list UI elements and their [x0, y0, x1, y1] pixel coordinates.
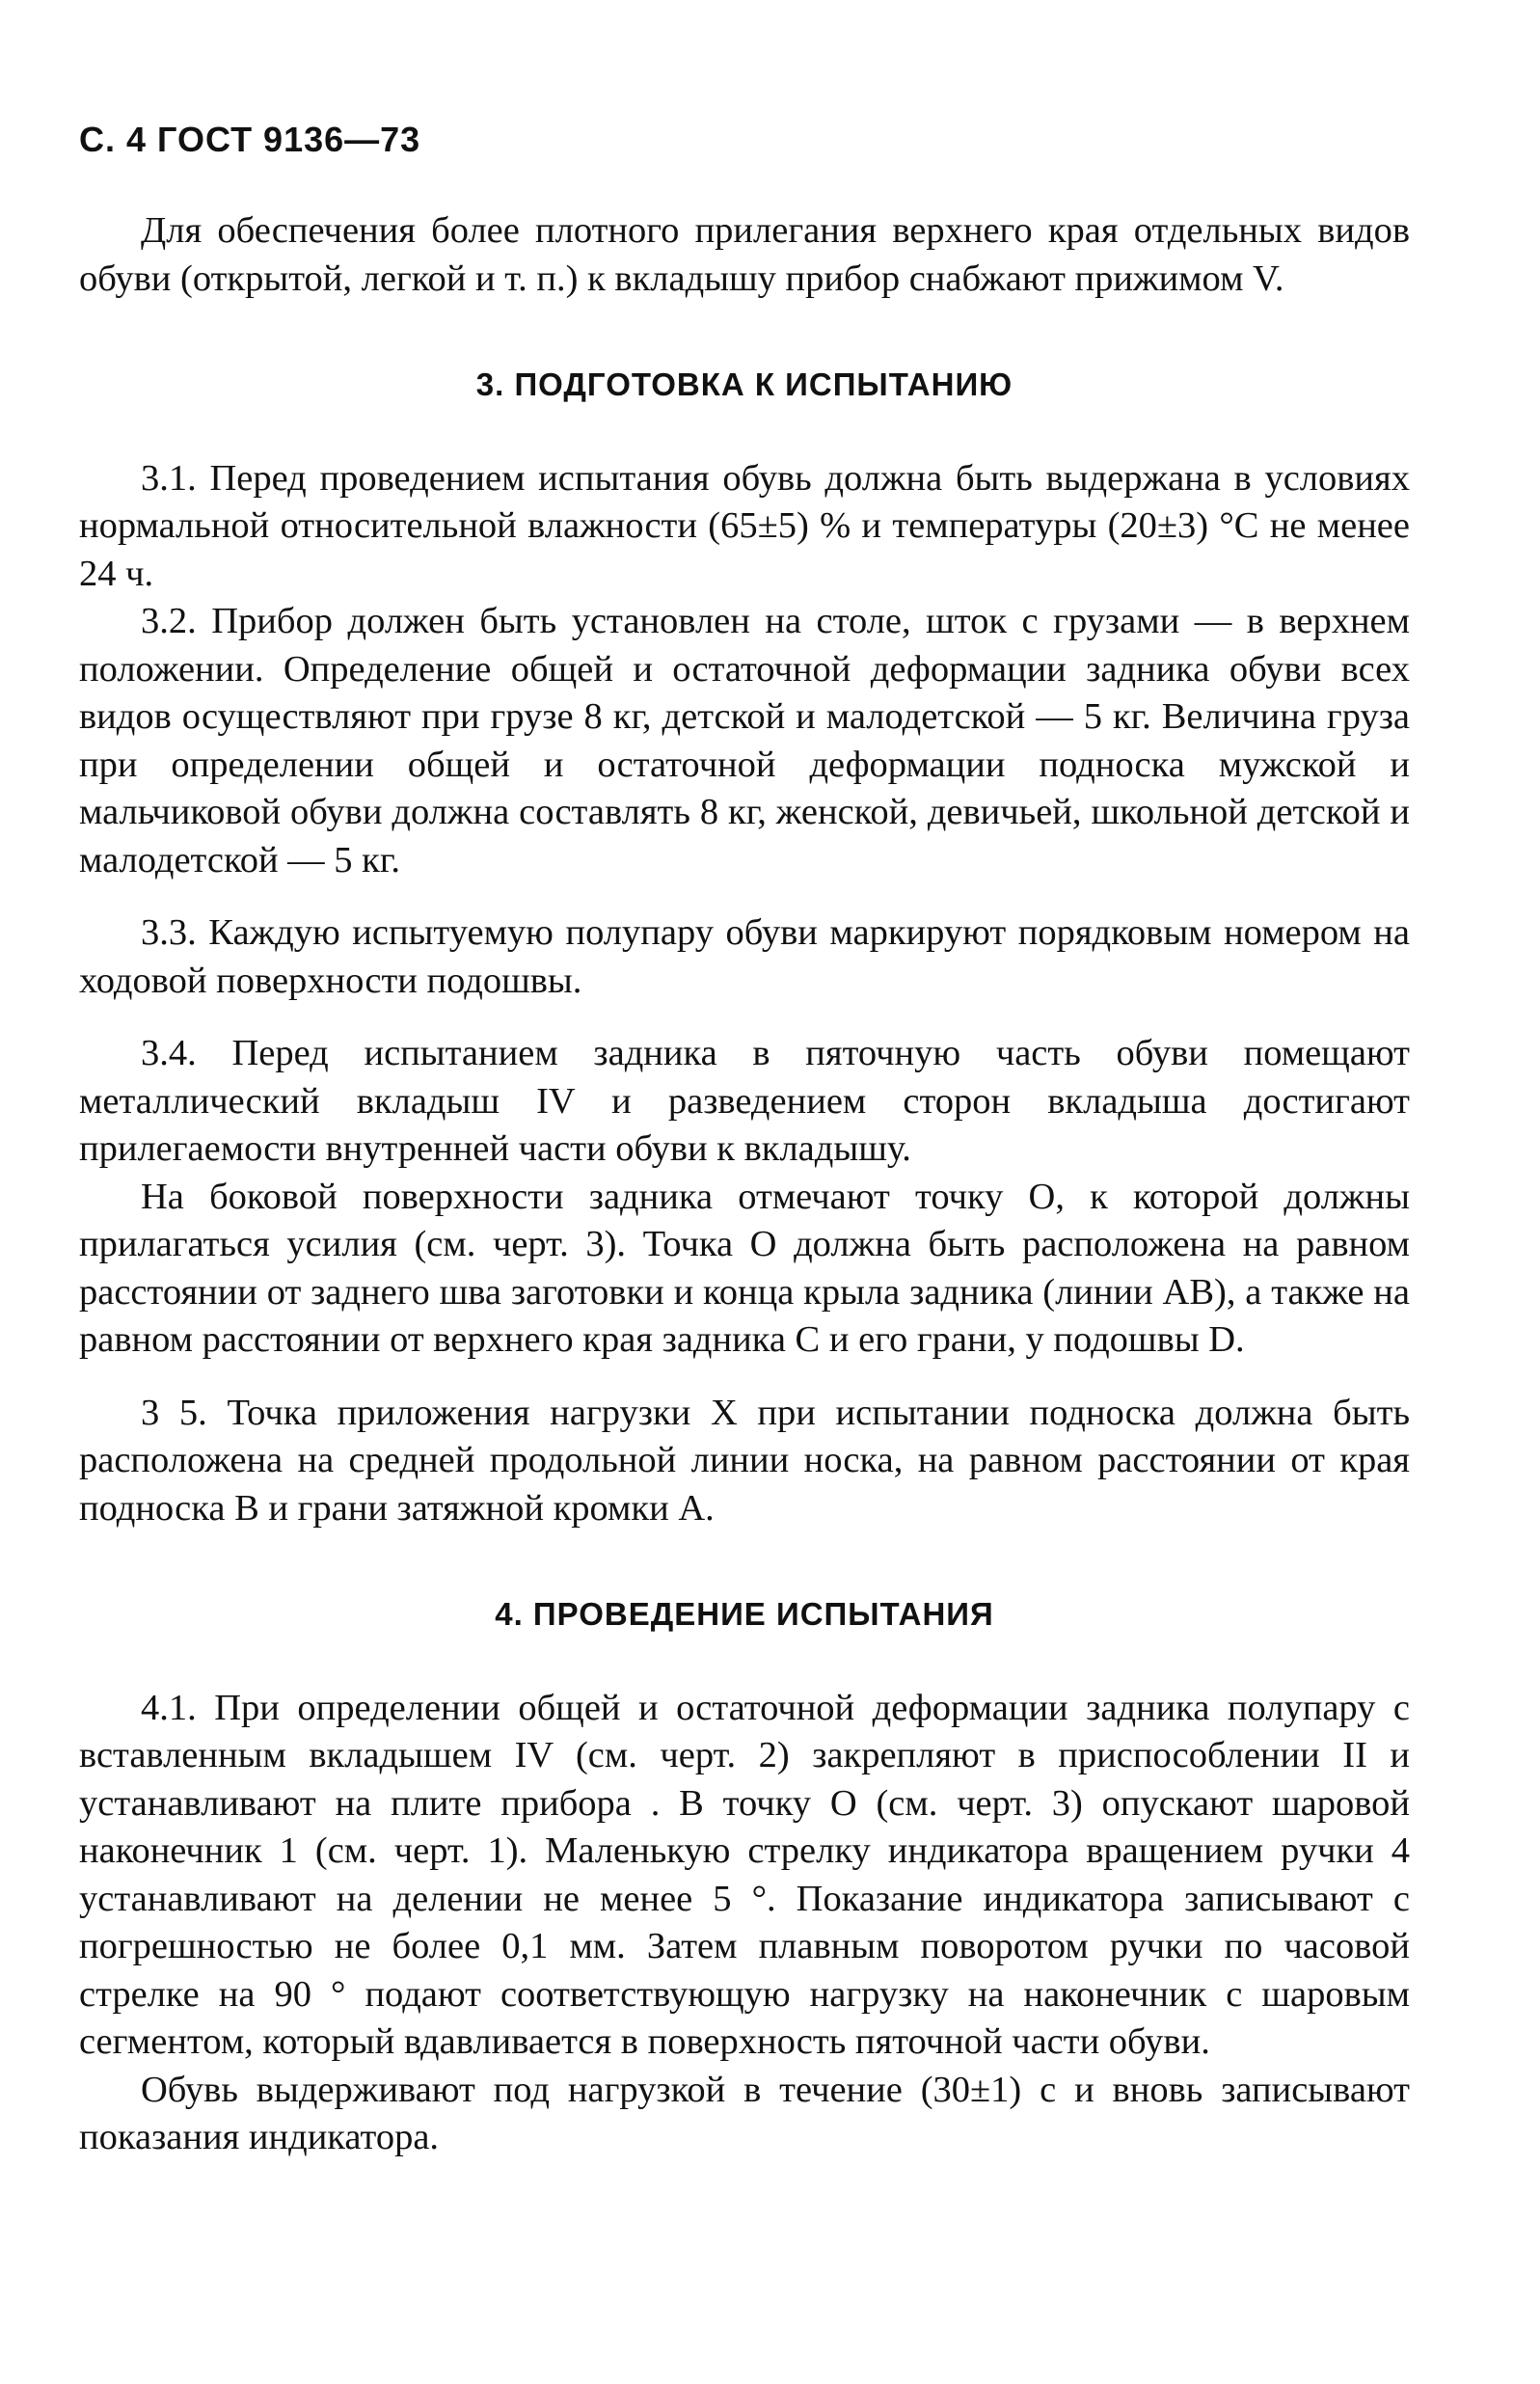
paragraph-4-1: 4.1. При определении общей и остаточной деформации задника полупару с вставленным вкладышем IV (см. черт. 2) закрепляют в приспособлении II и устанавливают на плите прибора . В точку О (см. черт. 3) опускают шаровой наконечник 1 (см. черт. 1). Маленькую стрелку индикатора вращением ручки 4 устанавливают на делении не менее 5 °. Показание индикатора записывают с погрешностью не более 0,1 мм. Затем плавным поворотом ручки по часовой стрелке на 90 ° подают соответствующую нагрузку на наконечник с шаровым сегментом, который вдавливается в поверхность пяточной части обуви.: [79, 1687, 1410, 2062]
paragraph-3-4: 3.4. Перед испытанием задника в пяточную часть обуви помещают металлический вкладыш IV и разведением сторон вкладыша достигают прилегаемости внутренней части обуви к вкладышу.: [79, 1033, 1410, 1169]
paragraph-3-1: 3.1. Перед проведением испытания обувь должна быть выдержана в условиях нормальной относительной влажности (65±5) % и температуры (20±3) °С не менее 24 ч.: [79, 457, 1410, 594]
document-body: [79, 207, 1410, 2162]
page-header: С. 4 ГОСТ 9136—73: [79, 120, 421, 159]
paragraph-3-4-continued: На боковой поверхности задника отмечают точку О, к которой должны прилагаться усилия (см. черт. 3). Точка О должна быть расположена на равном расстоянии от заднего шва заготовки и конца крыла задника (линии AB), а также на равном расстоянии от верхнего края задника С и его грани, у подошвы D.: [79, 1176, 1410, 1360]
paragraph-3-2: 3.2. Прибор должен быть установлен на столе, шток с грузами — в верхнем положении. Определение общей и остаточной деформации задника обуви всех видов осуществляют при грузе 8 кг, детской и малодетской — 5 кг. Величина груза при определении общей и остаточной деформации подноска мужской и мальчиковой обуви должна составлять 8 кг, женской, девичьей, школьной детской и малодетской — 5 кг.: [79, 601, 1410, 880]
paragraph-4-1-continued: Обувь выдерживают под нагрузкой в течение (30±1) с и вновь записывают показания индикатора.: [79, 2069, 1410, 2157]
paragraph-3-5: 3 5. Точка приложения нагрузки X при испытании подноска должна быть расположена на средней продольной линии носка, на равном расстоянии от края подноска В и грани затяжной кромки А.: [79, 1392, 1410, 1529]
section-4-heading: 4. ПРОВЕДЕНИЕ ИСПЫТАНИЯ: [495, 1596, 994, 1632]
paragraph-3-3: 3.3. Каждую испытуемую полупару обуви маркируют порядковым номером на ходовой поверхности подошвы.: [79, 912, 1410, 1001]
intro-paragraph: Для обеспечения более плотного прилегания верхнего края отдельных видов обуви (открытой, легкой и т. п.) к вкладышу прибор снабжают прижимом V.: [79, 210, 1410, 299]
section-3-heading: 3. ПОДГОТОВКА К ИСПЫТАНИЮ: [475, 366, 1013, 402]
